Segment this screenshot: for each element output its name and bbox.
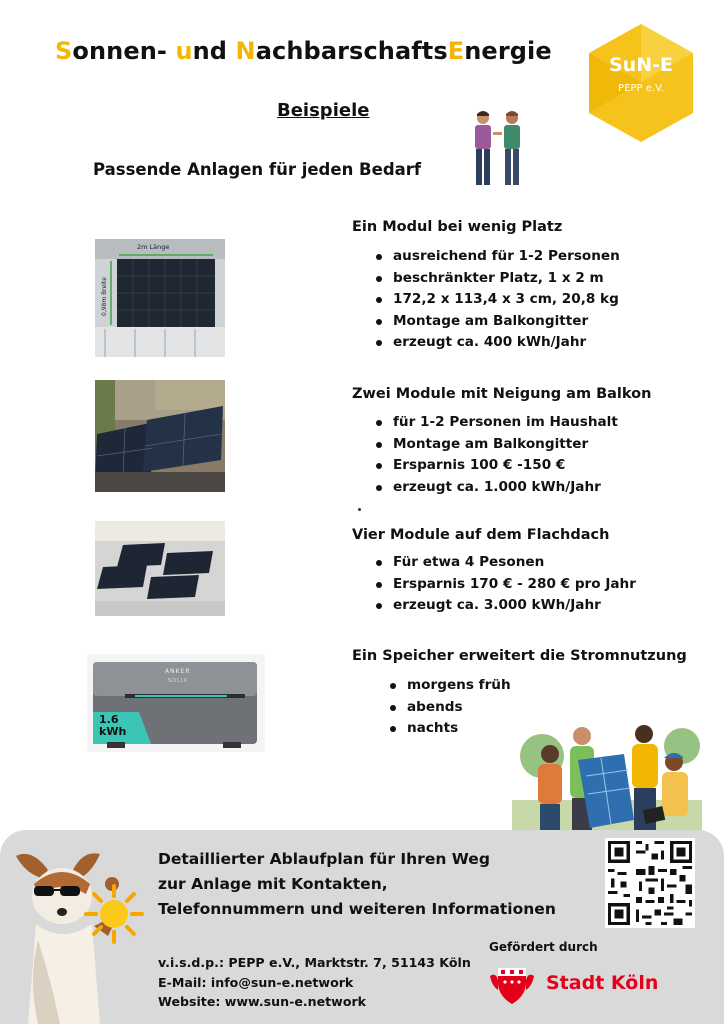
- section-heading: Beispiele: [277, 100, 370, 121]
- list-item: 172,2 x 113,4 x 3 cm, 20,8 kg: [374, 289, 620, 311]
- list-item: beschränkter Platz, 1 x 2 m: [374, 268, 620, 290]
- list-item: Für etwa 4 Pesonen: [374, 552, 636, 574]
- city-logo-text: Stadt Köln: [546, 972, 659, 994]
- list-item: erzeugt ca. 400 kWh/Jahr: [374, 332, 620, 354]
- title-part: nd: [192, 37, 236, 65]
- section-1-list: [374, 246, 620, 354]
- footer-headline: [158, 847, 556, 922]
- single-module-photo: [95, 239, 225, 357]
- cologne-crest-icon: [488, 962, 536, 1006]
- stray-dot: [358, 508, 361, 511]
- talking-people-icon: [466, 108, 530, 190]
- footer-headline-line: zur Anlage mit Kontakten,: [158, 875, 388, 893]
- section-3-list: [374, 552, 636, 617]
- footer-headline-line: Detaillierter Ablaufplan für Ihren Weg: [158, 850, 490, 868]
- funded-by-label: Gefördert durch: [489, 940, 598, 954]
- list-item: Ersparnis 170 € - 280 € pro Jahr: [374, 574, 636, 596]
- title-part: E: [447, 37, 465, 65]
- imprint-line: v.i.s.d.p.: PEPP e.V., Marktstr. 7, 51143 Köln: [158, 955, 471, 970]
- sun-icon: [84, 884, 144, 944]
- list-item: Ersparnis 100 € -150 €: [374, 455, 618, 477]
- section-4-title: Ein Speicher erweitert die Stromnutzung: [352, 648, 687, 664]
- title-part: u: [175, 37, 193, 65]
- website-line[interactable]: Website: www.sun-e.network: [158, 994, 367, 1009]
- title-part: S: [55, 37, 73, 65]
- logo-name: SuN-E: [609, 54, 673, 76]
- balcony-modules-photo: [95, 380, 225, 492]
- title-part: N: [235, 37, 256, 65]
- page-title: [55, 37, 552, 65]
- list-item: nachts: [388, 718, 511, 740]
- battery-capacity: 1.6 kWh: [99, 713, 127, 738]
- title-part: achbarschafts: [255, 37, 448, 65]
- lead-text: Passende Anlagen für jeden Bedarf: [93, 160, 422, 179]
- battery-photo: [87, 654, 265, 752]
- photo-label-width: 0,98m Breite: [100, 277, 108, 316]
- logo-sub: PEPP e.V.: [618, 83, 664, 94]
- section-4-list: [388, 675, 511, 740]
- list-item: Montage am Balkongitter: [374, 434, 618, 456]
- footer-contact: [158, 953, 471, 1012]
- title-part: onnen-: [72, 37, 176, 65]
- section-2-title: Zwei Module mit Neigung am Balkon: [352, 386, 652, 402]
- list-item: für 1-2 Personen im Haushalt: [374, 412, 618, 434]
- list-item: Montage am Balkongitter: [374, 311, 620, 333]
- section-3-title: Vier Module auf dem Flachdach: [352, 527, 610, 543]
- list-item: ausreichend für 1-2 Personen: [374, 246, 620, 268]
- qr-code-icon[interactable]: [605, 838, 695, 928]
- section-2-list: [374, 412, 618, 498]
- footer-headline-line: Telefonnummern und weiteren Informationen: [158, 900, 556, 918]
- battery-model: SOLIX: [168, 678, 188, 684]
- section-1-title: Ein Modul bei wenig Platz: [352, 219, 563, 235]
- battery-brand: ANKER: [165, 668, 191, 675]
- list-item: erzeugt ca. 1.000 kWh/Jahr: [374, 477, 618, 499]
- list-item: erzeugt ca. 3.000 kWh/Jahr: [374, 595, 636, 617]
- photo-label-length: 2m Länge: [137, 243, 170, 251]
- list-item: abends: [388, 697, 511, 719]
- people-with-solar-panel-icon: [512, 716, 702, 836]
- title-part: nergie: [464, 37, 552, 65]
- flat-roof-modules-photo: [95, 521, 225, 616]
- email-line[interactable]: E-Mail: info@sun-e.network: [158, 974, 354, 990]
- list-item: morgens früh: [388, 675, 511, 697]
